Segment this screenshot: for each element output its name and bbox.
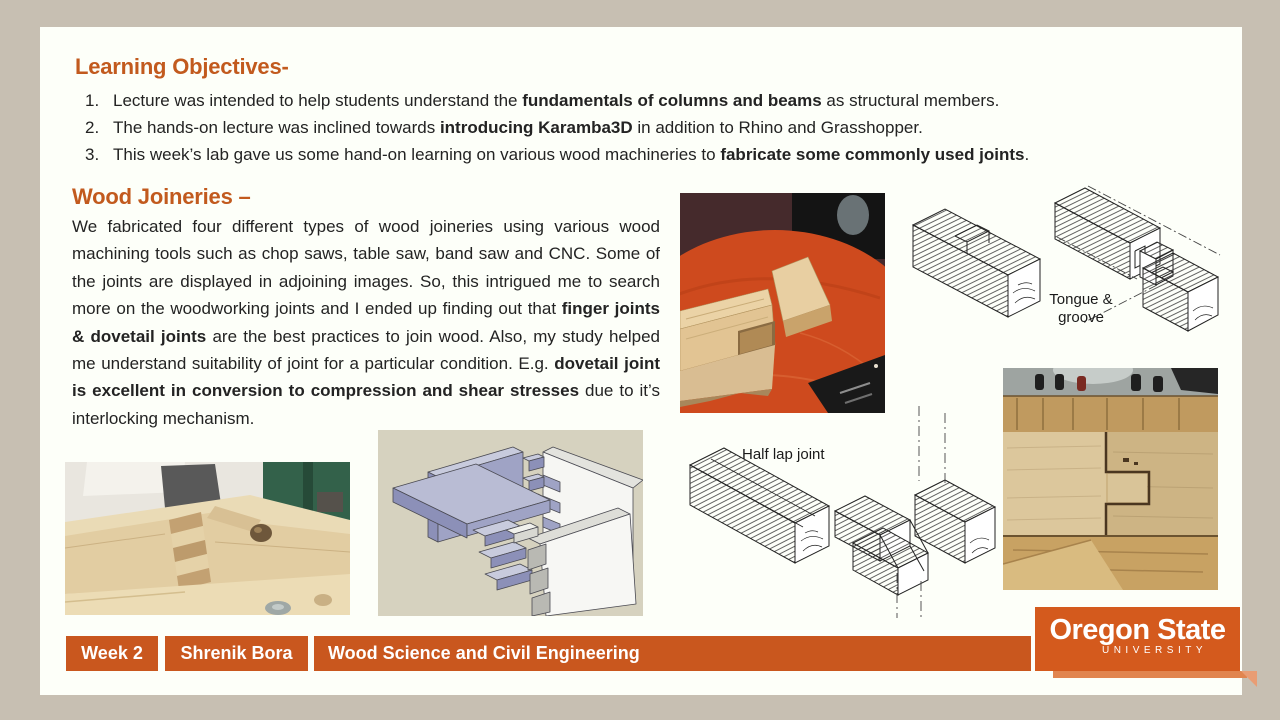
wood-joineries-heading: Wood Joineries – xyxy=(72,184,251,209)
logo-ribbon-fold-tip xyxy=(1241,671,1257,687)
photo-finger-joint-corner xyxy=(65,462,350,615)
objective-item-3 xyxy=(85,142,1220,168)
footer-week-badge: Week 2 xyxy=(66,636,158,671)
learning-objectives-heading: Learning Objectives- xyxy=(75,54,289,79)
footer-author-badge: Shrenik Bora xyxy=(165,636,308,671)
render-finger-joints-3d xyxy=(378,430,643,616)
footer-department-bar: Wood Science and Civil Engineering xyxy=(314,636,1031,671)
diagram-half-lap-joint xyxy=(675,403,1000,620)
oregon-state-logo xyxy=(1035,607,1240,671)
objective-item-1 xyxy=(85,88,1220,114)
objective-item-2 xyxy=(85,115,1220,141)
tongue-groove-label: Tongue & groove xyxy=(1049,291,1113,326)
objective-text: This week’s lab gave us some hand-on learning on various wood machineries to fabricate some commonly used joints. xyxy=(113,145,1030,164)
logo-university-subtitle: UNIVERSITY xyxy=(1101,645,1207,656)
logo-ribbon-fold xyxy=(1053,671,1247,678)
objective-number: 3. xyxy=(85,145,100,164)
objective-number: 2. xyxy=(85,118,100,137)
logo-university-name: Oregon State xyxy=(1049,614,1226,646)
wood-joineries-paragraph: We fabricated four different types of wood joineries using various wood machining tools such as chop saws, table saw, band saw and CNC. Some of the joints are displayed in adjoining images. So, this intrigued me to search more on the woodworking joints and I ended up finding out that finger joints & dovetail joints are the best practices to join wood. Also, my study helped me understand suitability of joint for a particular condition. E.g. dovetail joint is excellent in conversion to compression and shear stresses due to it’s interlocking mechanism. xyxy=(72,217,661,428)
objective-text: Lecture was intended to help students understand the fundamentals of columns and beams as structural members. xyxy=(113,91,1000,110)
photo-lap-joint-chop-saw xyxy=(680,193,885,413)
half-lap-joint-label: Half lap joint xyxy=(742,446,825,463)
objective-number: 1. xyxy=(85,91,100,110)
photo-notch-joint-bench xyxy=(1003,368,1218,590)
objective-text: The hands-on lecture was inclined towards introducing Karamba3D in addition to Rhino and Grasshopper. xyxy=(113,118,923,137)
